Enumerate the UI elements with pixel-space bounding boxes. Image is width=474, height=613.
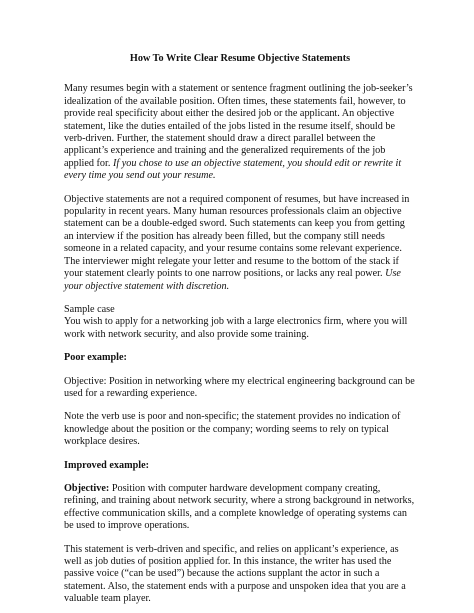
intro-text: Many resumes begin with a statement or sentence fragment outlining the job-seeker’s idealization of the available position. Often times, these statements fail, however, to provide real specificity about either the desired job or the applicant. An objective statement, like the duties entailed of the jobs listed in the resume itself, should be verb-driven. Further, the statement should draw a direct parallel between the applicant’s experience and training and the generalized requirements of the job applied for.	[64, 83, 413, 169]
improved-example-note: This statement is verb-driven and specific, and relies on applicant’s experience, as well as job duties of position applied for. In this instance, the writer has used the passive voice (“can be used”) because the actions supplant the actor in such a statement. Also, the statement ends with a purpose and unspoken idea that you are a valuable team player.	[64, 543, 406, 605]
poor-example-note: Note the verb use is poor and non-specific; the statement provides no indication of knowledge about the position or the company; wording seems to rely on typical workplace desires.	[64, 411, 401, 448]
popularity-text: Objective statements are not a required component of resumes, but have increased in popularity in recent years. Many human resources professionals claim an objective statement can be a double-edged sword. Such statements can keep you from getting an interview if the position has already been filled, but the company still needs someone in a related capacity, and your resume contains some relevant experience. The interviewer might relegate your letter and resume to the bottom of the stack if your statement clearly points to one narrow positions, or lacks any real power.	[64, 193, 410, 280]
improved-example-objective	[64, 483, 416, 533]
popularity-italic-advice: Use your objective statement with discretion.	[64, 268, 401, 292]
sample-case-paragraph	[64, 304, 416, 341]
document-page	[64, 53, 416, 606]
improved-objective-text: Position with computer hardware development company creating, refining, and training about network security, where a strong background in networks, effective communication skills, and a complete knowledge of operating systems can be used to improve operations.	[64, 482, 415, 532]
improved-example-heading: Improved example:	[64, 459, 149, 471]
poor-example-heading: Poor example:	[64, 352, 127, 364]
popularity-paragraph	[64, 194, 416, 293]
improved-objective-label: Objective:	[64, 482, 110, 494]
document-title: How To Write Clear Resume Objective Statements	[129, 53, 351, 64]
poor-example-objective: Objective: Position in networking where my electrical engineering background can be used for a rewarding experience.	[64, 375, 415, 399]
intro-italic-advice: If you chose to use an objective statement, you should edit or rewrite it every time you send out your resume.	[64, 157, 402, 182]
sample-case-text: You wish to apply for a networking job with a large electronics firm, where you will work with network security, and also provide some training.	[64, 316, 408, 340]
sample-case-label: Sample case	[64, 303, 115, 315]
intro-paragraph	[64, 83, 416, 182]
